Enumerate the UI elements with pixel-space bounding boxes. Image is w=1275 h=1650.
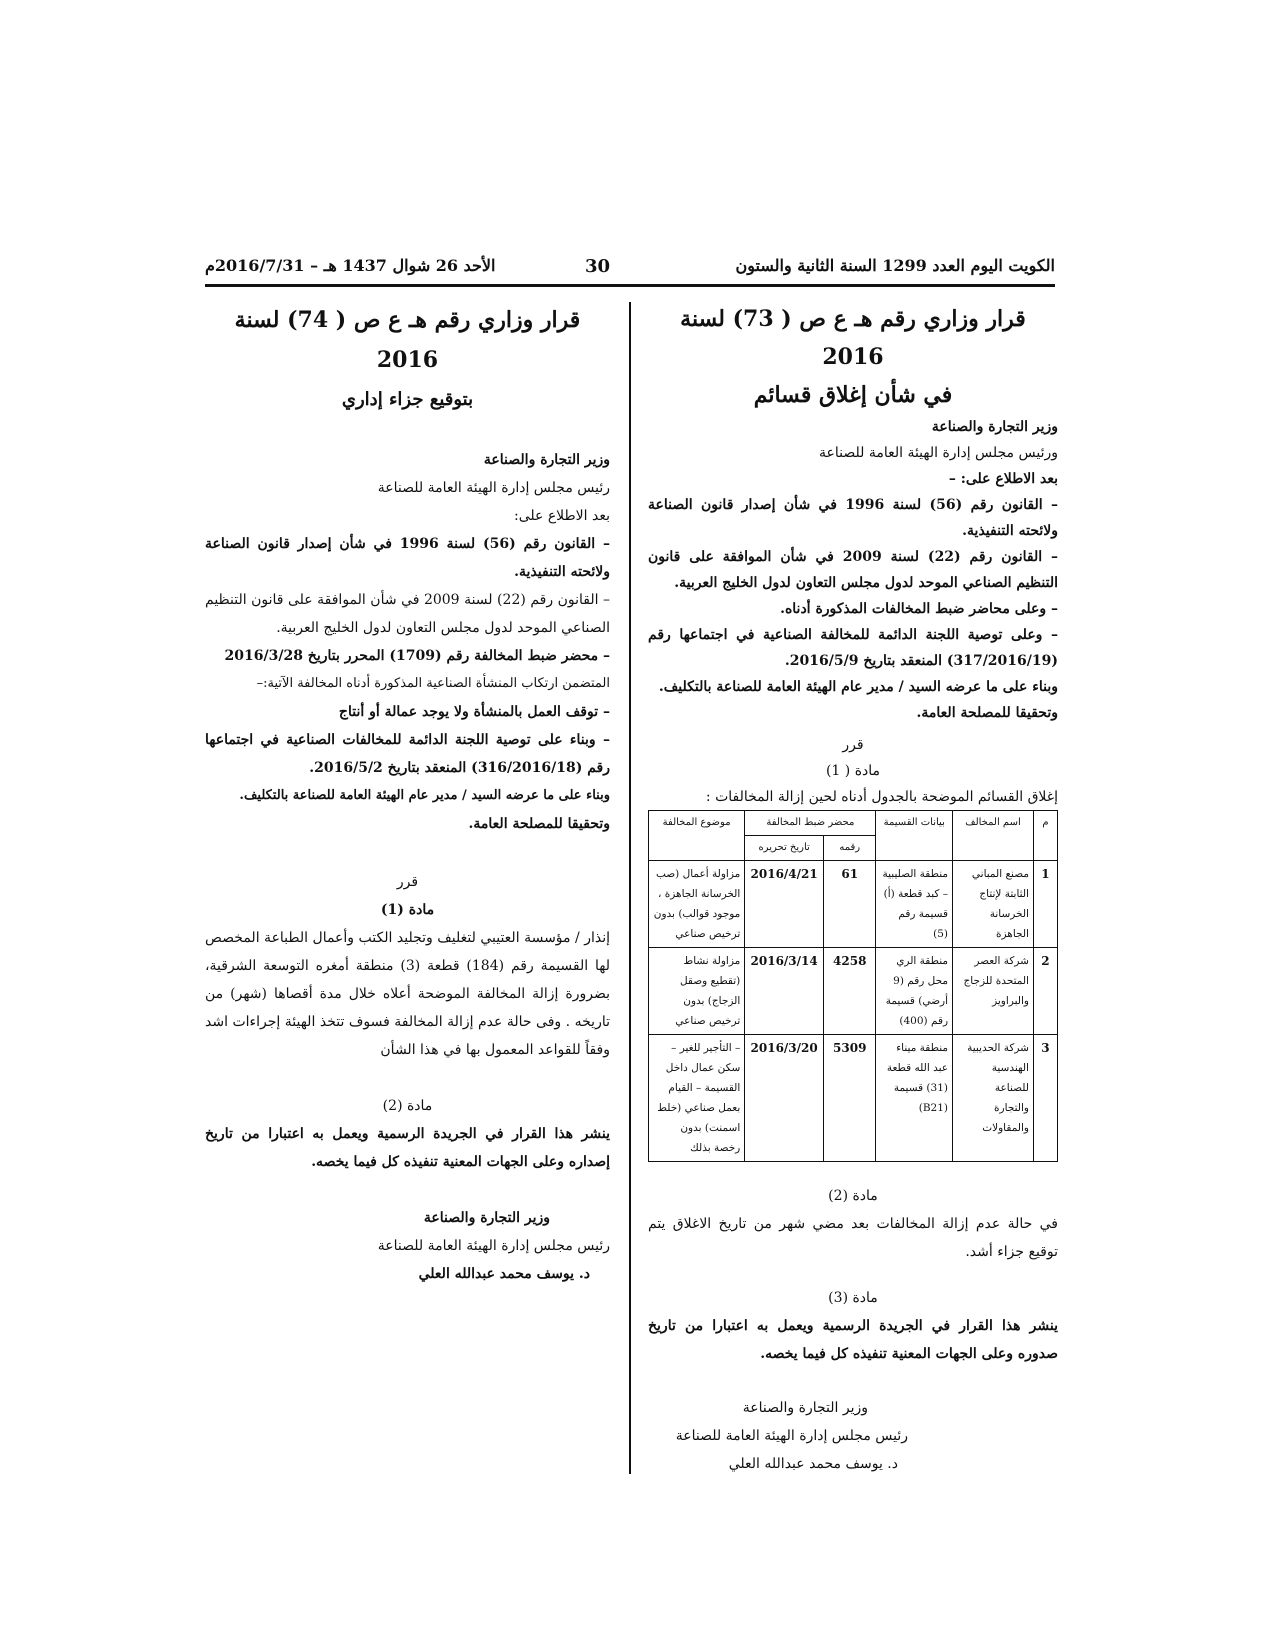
- row-violator: شركة الحديبية الهندسية للصناعة والتجارة والمقاولات: [953, 1035, 1034, 1162]
- row-report-date: 2016/3/14: [745, 948, 824, 1035]
- col-header-report-number: رقمه: [824, 836, 876, 861]
- row-report-number: 5309: [824, 1035, 876, 1162]
- report-clause: – محضر ضبط المخالفة رقم (1709) المحرر بتاريخ 2016/3/28: [224, 648, 610, 664]
- decided-heading: قرر: [842, 737, 864, 753]
- law-22: – القانون رقم (22) لسنة 2009 في شأن الموافقة على قانون التنظيم الصناعي الموحد لدول مجلس التعاون لدول الخليج العربية.: [648, 549, 1058, 591]
- after-review: بعد الاطلاع على: –: [948, 471, 1058, 487]
- recommendation-clause: – وبناء على توصية اللجنة الدائمة للمخالفات الصناعية في اجتماعها رقم (316/2016/18) المنعقد بتاريخ 2016/5/2.: [205, 732, 610, 776]
- decree-73-title: قرار وزاري رقم هـ ع ص ( 73) لسنة 2016: [680, 306, 1026, 370]
- public-interest: وتحقيقا للمصلحة العامة.: [468, 816, 610, 832]
- row-no: 1: [1033, 861, 1057, 948]
- decree-73: [648, 300, 1058, 1478]
- decree-74-subtitle: بتوقيع جزاء إداري: [341, 389, 474, 410]
- page-header: [205, 256, 1055, 284]
- article-2-heading: مادة (2): [382, 1098, 433, 1114]
- public-interest: وتحقيقا للمصلحة العامة.: [916, 705, 1058, 721]
- row-subject: – التأجير للغير – سكن عمال داخل القسيمة – القيام بعمل صناعي (خلط اسمنت) بدون رخصة بذلك: [649, 1035, 745, 1162]
- decree-73-subtitle: في شأن إغلاق قسائم: [753, 382, 953, 408]
- signature-minister: وزير التجارة والصناعة: [423, 1210, 550, 1226]
- article-2-text: في حالة عدم إزالة المخالفات بعد مضي شهر من تاريخ الاغلاق يتم توقيع جزاء أشد.: [648, 1216, 1058, 1260]
- violation-clause: – توقف العمل بالمنشأة ولا يوجد عمالة أو أنتاج: [338, 704, 610, 720]
- after-review: بعد الاطلاع على:: [514, 508, 610, 524]
- row-report-date: 2016/4/21: [745, 861, 824, 948]
- row-subject: مزاولة أعمال (صب الخرسانة الجاهزة ، موجود قوالب) بدون ترخيص صناعي: [649, 861, 745, 948]
- row-violator: مصنع المباني الثابتة لإنتاج الخرسانة الجاهزة: [953, 861, 1034, 948]
- column-divider: [629, 302, 631, 1474]
- row-violator: شركة العصر المتحدة للزجاج والبراويز: [953, 948, 1034, 1035]
- law-56: – القانون رقم (56) لسنة 1996 في شأن إصدار قانون الصناعة ولائحته التنفيذية.: [205, 536, 611, 580]
- header-issue: الكويت اليوم العدد 1299 السنة الثانية والستون: [735, 256, 1055, 275]
- recommendation-clause: – وعلى توصية اللجنة الدائمة للمخالفة الصناعية في اجتماعها رقم (317/2016/19) المنعقد بتاريخ 2016/5/9.: [648, 627, 1058, 669]
- row-no: 3: [1033, 1035, 1057, 1162]
- col-header-plot: بيانات القسيمة: [876, 811, 953, 861]
- signature-block: [205, 1204, 610, 1288]
- article-2-text: ينشر هذا القرار في الجريدة الرسمية ويعمل به اعتبارا من تاريخ إصداره وعلى الجهات المعنية تنفيذه كل فيما يخصه.: [205, 1126, 610, 1170]
- decided-heading: قرر: [396, 874, 419, 890]
- article-1-heading: مادة ( 1): [825, 763, 881, 779]
- col-header-subject: موضوع المخالفة: [649, 811, 745, 861]
- col-header-report-date: تاريخ تحريره: [745, 836, 824, 861]
- row-plot: منطقة الري محل رقم (9 أرضي) قسيمة رقم (400): [876, 948, 953, 1035]
- law-22: – القانون رقم (22) لسنة 2009 في شأن الموافقة على قانون التنظيم الصناعي الموحد لدول مجلس التعاون لدول الخليج العربية.: [205, 592, 610, 636]
- includes-clause: المتضمن ارتكاب المنشأة الصناعية المذكورة أدناه المخالفة الآتية:–: [256, 676, 610, 691]
- article-3-heading: مادة (3): [828, 1290, 878, 1306]
- row-subject: مزاولة نشاط (تقطيع وصقل الزجاج) بدون ترخيص صناعي: [649, 948, 745, 1035]
- table-row: [649, 861, 1058, 948]
- col-header-no: م: [1033, 811, 1057, 861]
- based-on-clause: وبناء على ما عرضه السيد / مدير عام الهيئة العامة للصناعة بالتكليف.: [658, 679, 1058, 695]
- signature-chairman: رئيس مجلس إدارة الهيئة العامة للصناعة: [377, 1238, 610, 1254]
- issuer-minister: وزير التجارة والصناعة: [931, 419, 1058, 435]
- row-report-date: 2016/3/20: [745, 1035, 824, 1162]
- reports-clause: – وعلى محاضر ضبط المخالفات المذكورة أدناه.: [780, 601, 1058, 617]
- article-3-text: ينشر هذا القرار في الجريدة الرسمية ويعمل به اعتبارا من تاريخ صدوره وعلى الجهات المعنية تنفيذه كل فيما يخصه.: [648, 1318, 1058, 1362]
- col-header-violator: اسم المخالف: [953, 811, 1034, 861]
- signature-name: د. يوسف محمد عبدالله العلي: [418, 1266, 590, 1282]
- law-56: – القانون رقم (56) لسنة 1996 في شأن إصدار قانون الصناعة ولائحته التنفيذية.: [648, 497, 1059, 539]
- signature-minister: وزير التجارة والصناعة: [742, 1400, 868, 1416]
- article-1-text: إغلاق القسائم الموضحة بالجدول أدناه لحين إزالة المخالفات :: [705, 789, 1058, 805]
- signature-block: [648, 1394, 1058, 1478]
- article-2-heading: مادة (2): [828, 1188, 878, 1204]
- closure-table: [648, 810, 1058, 1162]
- row-plot: منطقة ميناء عبد الله قطعة (31) قسيمة (B21): [876, 1035, 953, 1162]
- col-header-report: محضر ضبط المخالفة: [745, 811, 876, 836]
- table-row: [649, 1035, 1058, 1162]
- issuer-minister: وزير التجارة والصناعة: [483, 452, 610, 468]
- article-1-text: إنذار / مؤسسة العتيبي لتغليف وتجليد الكتب وأعمال الطباعة المخصص لها القسيمة رقم (184) قطعة (3) منطقة أمغره التوسعة الشرقية، بضرورة إزالة المخالفة الموضحة أعلاه خلال مدة أقصاها (شهر) من تاريخه . وفى حالة عدم إزالة المخالفة فسوف تتخذ الهيئة إجراءات اشد وفقاً للقواعد المعمول بها في هذا الشأن: [205, 930, 610, 1058]
- signature-name: د. يوسف محمد عبدالله العلي: [728, 1456, 898, 1472]
- row-plot: منطقة الصليبية – كبد قطعة (أ) قسيمة رقم (5): [876, 861, 953, 948]
- row-no: 2: [1033, 948, 1057, 1035]
- issuer-chairman: ورئيس مجلس إدارة الهيئة العامة للصناعة: [818, 445, 1058, 461]
- table-row: [649, 948, 1058, 1035]
- article-1-heading: مادة (1): [380, 902, 435, 918]
- based-on-clause: وبناء على ما عرضه السيد / مدير عام الهيئة العامة للصناعة بالتكليف.: [239, 788, 610, 803]
- header-date: الأحد 26 شوال 1437 هـ – 2016/7/31م: [205, 256, 496, 275]
- row-report-number: 61: [824, 861, 876, 948]
- decree-74: [205, 300, 610, 1288]
- row-report-number: 4258: [824, 948, 876, 1035]
- issuer-chairman: رئيس مجلس إدارة الهيئة العامة للصناعة: [377, 480, 610, 496]
- header-rule: [205, 284, 1055, 287]
- page-number: 30: [585, 256, 611, 277]
- decree-74-title: قرار وزاري رقم هـ ع ص ( 74) لسنة 2016: [234, 307, 581, 373]
- signature-chairman: رئيس مجلس إدارة الهيئة العامة للصناعة: [675, 1428, 908, 1444]
